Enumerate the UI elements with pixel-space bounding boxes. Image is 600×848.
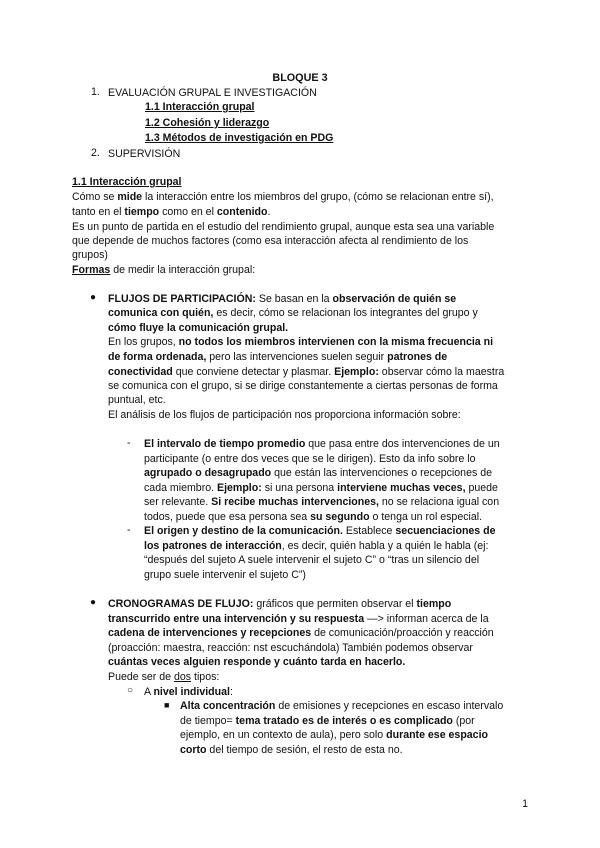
bullet-icon: ● [90,292,97,303]
nivel-line-2: de tiempo= tema tratado es de interés o es complicado (por [180,715,475,727]
crono-line-5: cuántas veces alguien responde y cuánto tarda en hacerlo. [108,656,406,668]
flujos-line-2: comunica con quién, es decir, cómo se relacionan los integrantes del grupo y [108,307,478,319]
nivel-line-1: Alta concentración de emisiones y recepciones en escaso intervalo [180,700,504,712]
flujos-line-7: se comunica con el grupo, si se dirige constantemente a ciertas personas de forma [108,380,498,392]
dash-icon: - [127,437,131,449]
sub-a-line-4: cada miembro. Ejemplo: si una persona interviene muchas veces, puede [144,482,498,494]
toc-item-1: EVALUACIÓN GRUPAL E INVESTIGACIÓN [108,87,317,99]
toc-number-2: 2. [91,147,100,159]
sub-a-line-3: agrupado o desagrupado que están las intervenciones o recepciones de [144,467,492,479]
hollow-bullet-icon: ○ [127,685,134,696]
section-heading: 1.1 Interacción grupal [72,176,182,188]
intro-line-4: que depende de muchos factores (como esa interacción afecta al rendimiento de los [72,235,469,247]
flujos-line-9: El análisis de los flujos de participación nos proporciona información sobre: [108,409,461,421]
sub-a-line-5: ser relevante. Si recibe muchas intervenciones, no se relaciona igual con [144,496,500,508]
flujos-line-4: En los grupos, no todos los miembros intervienen con la misma frecuencia ni [108,336,494,348]
sub-b-line-2: los patrones de interacción, es decir, quién habla y a quién le habla (ej: [144,540,489,552]
sub-a-line-6: todos, puede que esa persona sea su segundo o tenga un rol especial. [144,511,483,523]
dash-icon: - [127,524,131,536]
intro-line-2: tanto en el tiempo como en el contenido. [72,206,271,218]
flujos-line-5: de forma ordenada, pero las intervenciones suelen seguir patrones de [108,351,448,363]
intro-line-3: Es un punto de partida en el estudio del rendimiento grupal, aunque esta sea una variable [72,221,495,233]
square-bullet-icon: ■ [164,700,170,710]
toc-item-2: SUPERVISIÓN [108,148,181,160]
sub-b-line-4: grupo suele intervenir el sujeto C”) [144,569,306,581]
nivel-individual-line: A nivel individual: [144,686,233,698]
crono-line-2: transcurrido entre una intervención y su respuesta —> informan acerca de la [108,613,489,625]
crono-line-1: CRONOGRAMAS DE FLUJO: gráficos que permiten observar el tiempo [108,598,452,610]
toc-sub-3: 1.3 Métodos de investigación en PDG [145,132,334,144]
nivel-line-3: ejemplo, en un contexto de aula), pero solo durante ese espacio [180,729,488,741]
bullet-icon: ● [90,597,97,608]
sub-b-line-1: El origen y destino de la comunicación. Establece secuenciaciones de [144,525,496,537]
sub-a-line-1: El intervalo de tiempo promedio que pasa entre dos intervenciones de un [144,438,500,450]
sub-b-line-3: “después del sujeto A suele intervenir el sujeto C” o “tras un silencio del [144,554,480,566]
intro-line-5: grupos) [72,249,108,261]
crono-line-6: Puede ser de dos tipos: [108,671,220,683]
flujos-line-6: conectividad que conviene detectar y plasmar. Ejemplo: observar cómo la maestra [108,366,505,378]
formas-line: Formas de medir la interacción grupal: [72,264,256,276]
page-title: BLOQUE 3 [272,72,328,84]
intro-line-1: Cómo se mide la interacción entre los miembros del grupo, (cómo se relacionan entre sí), [72,191,494,203]
toc-sub-1: 1.1 Interacción grupal [145,101,255,113]
nivel-line-4: corto del tiempo de sesión, el resto de esta no. [180,744,403,756]
flujos-line-3: cómo fluye la comunicación grupal. [108,322,289,334]
flujos-line-8: puntual, etc. [108,394,166,406]
crono-line-4: (proacción: maestra, reacción: nst escuchándola) También podemos observar [108,642,473,654]
crono-line-3: cadena de intervenciones y recepciones de comunicación/proacción y reacción [108,627,494,639]
sub-a-line-2: participante (o entre dos veces que se le dirigen). Esto da info sobre lo [144,453,476,465]
flujos-line-1: FLUJOS DE PARTICIPACIÓN: Se basan en la observación de quién se [108,293,457,305]
page-number: 1 [522,798,528,810]
toc-number-1: 1. [91,86,100,98]
toc-sub-2: 1.2 Cohesión y liderazgo [145,117,270,129]
